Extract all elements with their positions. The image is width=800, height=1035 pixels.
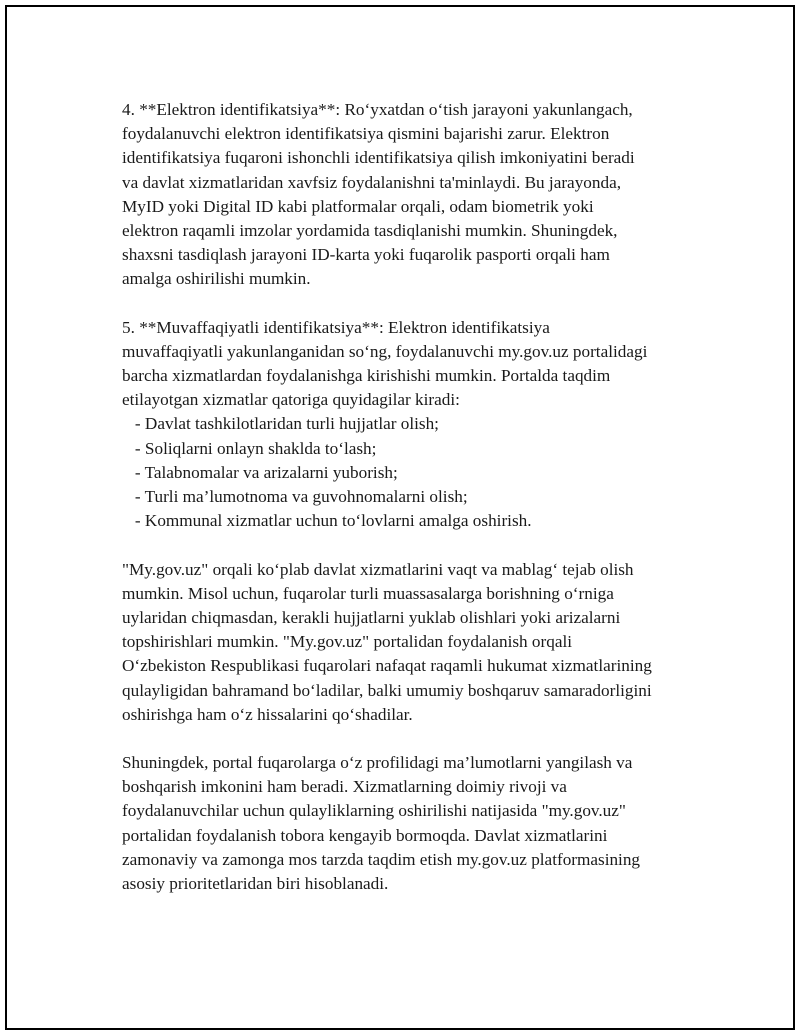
paragraph-electronic-identification (122, 98, 712, 292)
list-item: - Davlat tashkilotlaridan turli hujjatlar olish; (122, 414, 439, 434)
text-line: uylaridan chiqmasdan, kerakli hujjatlarni yuklab olishlari yoki arizalarni (122, 607, 621, 627)
list-item: - Talabnomalar va arizalarni yuborish; (122, 462, 398, 482)
text-line: portalidan foydalanish tobora kengayib bormoqda. Davlat xizmatlarini (122, 825, 608, 845)
text-line: barcha xizmatlardan foydalanishga kirishishi mumkin. Portalda taqdim (122, 366, 611, 386)
text-line: topshirishlari mumkin. "My.gov.uz" portalidan foydalanish orqali (122, 632, 573, 652)
text-line: 4. **Elektron identifikatsiya**: Ro‘yxatdan o‘tish jarayoni yakunlangach, (122, 100, 633, 119)
list-item: - Kommunal xizmatlar uchun to‘lovlarni amalga oshirish. (122, 511, 532, 531)
paragraph-successful-identification (122, 316, 712, 534)
list-item: - Turli ma’lumotnoma va guvohnomalarni olish; (122, 487, 468, 506)
text-line: asosiy prioritetlaridan biri hisoblanadi. (122, 874, 389, 893)
text-line: foydalanuvchi elektron identifikatsiya qismini bajarishi zarur. Elektron (122, 124, 610, 144)
paragraph-profile-management (122, 751, 712, 896)
text-line: shaxsni tasdiqlash jarayoni ID-karta yoki fuqarolik pasporti orqali ham (122, 245, 610, 265)
text-line: 5. **Muvaffaqiyatli identifikatsiya**: Elektron identifikatsiya (122, 317, 550, 337)
text-line: boshqarish imkonini ham beradi. Xizmatlarning doimiy rivoji va (122, 777, 567, 797)
text-line: elektron raqamli imzolar yordamida tasdiqlanishi mumkin. Shuningdek, (122, 220, 618, 240)
text-line: amalga oshirilishi mumkin. (122, 269, 311, 289)
text-line: identifikatsiya fuqaroni ishonchli identifikatsiya qilish imkoniyatini beradi (122, 148, 635, 168)
text-line: muvaffaqiyatli yakunlanganidan so‘ng, foydalanuvchi my.gov.uz portalidagi (122, 341, 648, 361)
text-line: Shuningdek, portal fuqarolarga o‘z profilidagi ma’lumotlarni yangilash va (122, 753, 633, 773)
document-body (122, 98, 712, 920)
paragraph-benefits (122, 558, 712, 727)
document-page (5, 5, 795, 1030)
text-line: mumkin. Misol uchun, fuqarolar turli muassasalarga borishning o‘rniga (122, 583, 614, 603)
text-line: "My.gov.uz" orqali ko‘plab davlat xizmatlarini vaqt va mablag‘ tejab olish (122, 559, 634, 579)
text-line: oshirishga ham o‘z hissalarini qo‘shadilar. (122, 704, 413, 724)
text-line: MyID yoki Digital ID kabi platformalar orqali, odam biometrik yoki (122, 196, 594, 216)
text-line: O‘zbekiston Respublikasi fuqarolari nafaqat raqamli hukumat xizmatlarining (122, 656, 652, 676)
text-line: etilayotgan xizmatlar qatoriga quyidagilar kiradi: (122, 390, 460, 410)
text-line: va davlat xizmatlaridan xavfsiz foydalanishni ta'minlaydi. Bu jarayonda, (122, 172, 621, 192)
text-line: foydalanuvchilar uchun qulayliklarning oshirilishi natijasida "my.gov.uz" (122, 801, 626, 821)
text-line: qulayligidan bahramand bo‘ladilar, balki umumiy boshqaruv samaradorligini (122, 680, 652, 700)
list-item: - Soliqlarni onlayn shaklda to‘lash; (122, 438, 377, 458)
text-line: zamonaviy va zamonga mos tarzda taqdim etish my.gov.uz platformasining (122, 849, 641, 869)
